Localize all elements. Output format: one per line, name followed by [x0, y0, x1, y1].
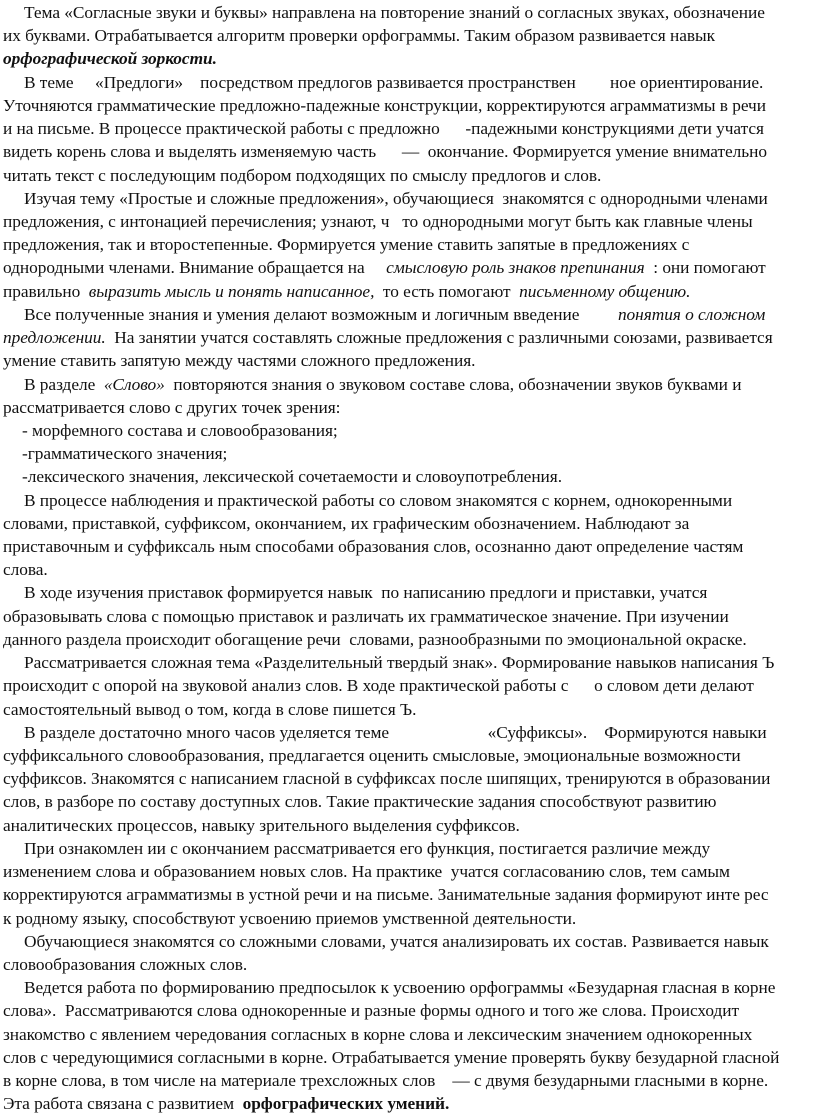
text-run: происходит с опорой на звуковой анализ слов. В ходе практической работы с о словом дети делают [3, 676, 754, 696]
emphasized-text: предложении. [3, 328, 106, 348]
text-run: Уточняются грамматические предложно-падежные конструкции, корректируются аграмматизмы в речи [3, 95, 766, 115]
text-run: их буквами. Отрабатывается алгоритм проверки орфограммы. Таким образом развивается навык [3, 26, 715, 46]
text-line [3, 535, 816, 558]
emphasized-text: смысловую роль знаков препинания [386, 258, 645, 278]
text-line [3, 465, 816, 488]
text-run: образовывать слова с помощью приставок и различать их грамматическое значение. При изучении [3, 606, 729, 626]
text-line [3, 373, 816, 396]
text-line [3, 210, 816, 233]
text-run: Изучая тему «Простые и сложные предложения», обучающиеся знакомятся с однородными членами [24, 188, 768, 208]
text-run: Эта работа связана с развитием [3, 1094, 243, 1114]
text-line [3, 187, 816, 210]
text-run: суффиксального словообразования, предлагается оценить смысловые, эмоциональные возможности [3, 746, 741, 765]
text-line [3, 71, 816, 94]
text-run: слов, в разборе по составу доступных слов. Такие практические задания способствуют развитию [3, 792, 717, 812]
text-line [3, 512, 816, 535]
text-run: изменением слова и образованием новых слов. На практике учатся согласованию слов, тем самым [3, 862, 730, 882]
text-run: однородными членами. Внимание обращается на [3, 258, 387, 278]
text-line [3, 976, 816, 999]
text-run: суффиксов. Знакомятся с написанием гласной в суффиксах после шипящих, тренируются в образовании [3, 769, 771, 789]
text-run: корректируются аграмматизмы в устной речи и на письме. Занимательные задания формируют инте рес [3, 885, 769, 905]
text-line [3, 164, 816, 187]
text-run: В разделе [24, 374, 104, 394]
text-line [3, 558, 816, 581]
emphasized-text: «Слово» [103, 374, 165, 394]
text-run: читать текст с последующим подбором подходящих по смыслу предлогов и слов. [3, 165, 602, 185]
text-run: В процессе наблюдения и практической работы со словом знакомятся с корнем, однокоренными [24, 490, 733, 510]
text-line [3, 489, 816, 512]
text-line [3, 94, 816, 117]
text-line [3, 953, 816, 976]
text-line [3, 442, 816, 465]
text-run: На занятии учатся составлять сложные предложения с различными союзами, развивается [105, 328, 773, 348]
text-run: Обучающиеся знакомятся со сложными словами, учатся анализировать их состав. Развивается навык [24, 931, 769, 951]
text-line [3, 907, 816, 930]
text-run: аналитических процессов, навыку зрительного выделения суффиксов. [3, 815, 520, 835]
text-line [3, 605, 816, 628]
text-line [3, 790, 816, 813]
text-line [3, 1092, 816, 1115]
text-line [3, 326, 816, 349]
text-run: словами, приставкой, суффиксом, окончанием, их графическим обозначением. Наблюдают за [3, 513, 690, 533]
text-run: повторяются знания о звуковом составе слова, обозначении звуков буквами и [164, 374, 742, 394]
text-line [3, 24, 816, 47]
text-run: предложения, так и второстепенные. Формируется умение ставить запятые в предложениях с [3, 235, 690, 255]
text-run: При ознакомлен ии с окончанием рассматривается его функция, постигается различие между [24, 838, 711, 858]
text-run: то есть помогают [374, 281, 520, 301]
text-run: -лексического значения, лексической сочетаемости и словоупотребления. [22, 467, 562, 487]
text-line [3, 883, 816, 906]
text-line [3, 1046, 816, 1069]
text-line [3, 1023, 816, 1046]
text-run: Тема «Согласные звуки и буквы» направлена на повторение знаний о согласных звуках, обозначение [24, 3, 765, 22]
text-run: умение ставить запятую между частями сложного предложения. [3, 351, 476, 371]
text-line [3, 117, 816, 140]
emphasized-text: орфографических умений. [242, 1094, 450, 1114]
text-run: : они помогают [644, 258, 766, 278]
text-line [3, 256, 816, 279]
text-run: слов с чередующимися согласными в корне. Отрабатывается умение проверять букву безударной гласной [3, 1047, 780, 1067]
text-run: и на письме. В процессе практической работы с предложно -падежными конструкциями дети учатся [3, 119, 764, 139]
text-run: правильно [3, 281, 89, 301]
text-run: знакомство с явлением чередования согласных в корне слова и лексическим значением однокоренных [3, 1024, 753, 1044]
text-run: предложения, с интонацией перечисления; узнают, ч то однородными могут быть как главные члены [3, 211, 753, 231]
text-line [3, 396, 816, 419]
text-line [3, 280, 816, 303]
text-run: рассматривается слово с других точек зрения: [3, 397, 341, 417]
emphasized-text: понятия о сложном [617, 304, 766, 324]
text-run: Рассматривается сложная тема «Разделительный твердый знак». Формирование навыков написания Ъ [24, 653, 775, 673]
text-line [3, 47, 816, 70]
text-line [3, 721, 816, 744]
text-line [3, 930, 816, 953]
text-run: самостоятельный вывод о том, когда в слове пишется Ъ. [3, 699, 417, 719]
text-line [3, 1069, 816, 1092]
emphasized-text: выразить мысль и понять написанное, [88, 281, 375, 301]
text-line [3, 837, 816, 860]
text-line [3, 303, 816, 326]
text-line [3, 1, 816, 24]
text-run: приставочным и суффиксаль ным способами образования слов, осознанно дают определение частям [3, 537, 744, 557]
text-line [3, 651, 816, 674]
text-run: В теме «Предлоги» посредством предлогов развивается пространствен ное ориентирование. [24, 72, 764, 92]
text-line [3, 233, 816, 256]
text-run: данного раздела происходит обогащение речи словами, разнообразными по эмоциональной окраске. [3, 629, 747, 649]
text-run: - морфемного состава и словообразования; [22, 420, 338, 440]
text-line [3, 999, 816, 1022]
text-line [3, 698, 816, 721]
text-run: слова». Рассматриваются слова однокоренные и разные формы одного и того же слова. Происходит [3, 1001, 739, 1021]
text-line [3, 581, 816, 604]
text-run: к родному языку, способствуют усвоению приемов умственной деятельности. [3, 908, 577, 928]
text-run: словообразования сложных слов. [3, 954, 248, 974]
text-line [3, 767, 816, 790]
text-run: слова. [3, 560, 48, 580]
text-line [3, 140, 816, 163]
text-run: В ходе изучения приставок формируется навык по написанию предлоги и приставки, учатся [24, 583, 708, 603]
text-run: Ведется работа по формированию предпосылок к усвоению орфограммы «Безударная гласная в корне [24, 978, 776, 998]
text-line [3, 860, 816, 883]
text-run: Все полученные знания и умения делают возможным и логичным введение [24, 304, 618, 324]
text-line [3, 419, 816, 442]
text-line [3, 744, 816, 767]
emphasized-text: орфографической зоркости. [3, 49, 217, 69]
text-run: В разделе достаточно много часов уделяется теме «Суффиксы». Формируются навыки [24, 722, 767, 742]
text-run: видеть корень слова и выделять изменяемую часть — окончание. Формируется умение внимательно [3, 142, 767, 162]
text-line [3, 814, 816, 837]
text-line [3, 349, 816, 372]
text-run: в корне слова, в том числе на материале трехсложных слов — с двумя безударными гласными в корне. [3, 1071, 769, 1091]
emphasized-text: письменному общению. [519, 281, 691, 301]
text-line [3, 674, 816, 697]
text-line [3, 628, 816, 651]
text-run: -грамматического значения; [22, 444, 228, 464]
